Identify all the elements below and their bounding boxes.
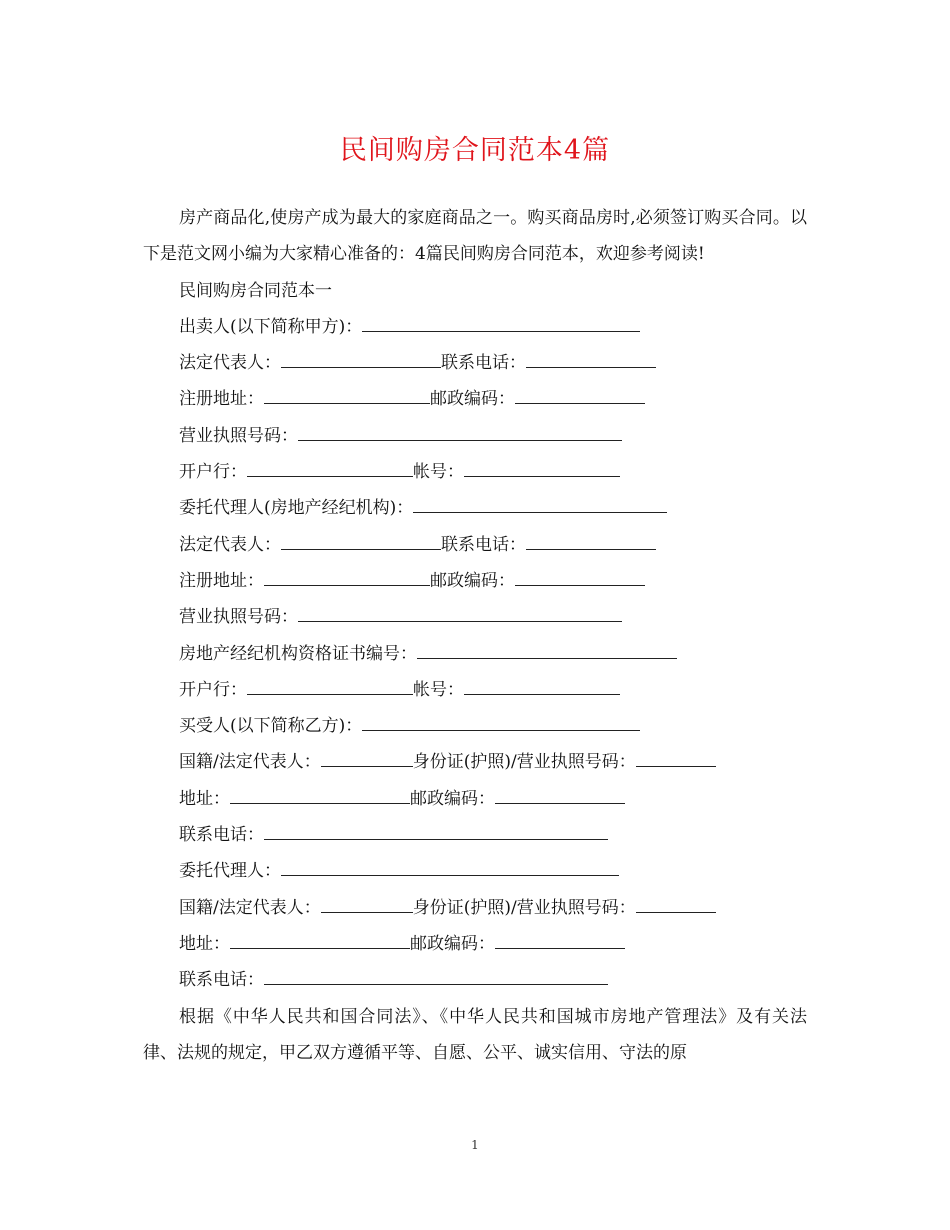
postcode-label: 邮政编码： — [410, 933, 495, 954]
page-number: 1 — [471, 1138, 479, 1152]
buyer-agent-phone-line — [143, 962, 807, 998]
postcode-label: 邮政编码： — [430, 389, 515, 410]
entrusted-agent-label: 委托代理人： — [179, 861, 281, 882]
agent-label: 委托代理人(房地产经纪机构)： — [179, 498, 414, 519]
buyer-label: 买受人(以下简称乙方)： — [179, 716, 363, 737]
nationality-rep-label: 国籍/法定代表人： — [179, 897, 321, 918]
postcode-blank[interactable] — [515, 387, 645, 404]
phone-blank[interactable] — [526, 351, 656, 368]
postcode-label: 邮政编码： — [430, 570, 515, 591]
bank-label: 开户行： — [179, 462, 247, 483]
postcode-blank[interactable] — [495, 932, 625, 949]
agency-cert-label: 房地产经纪机构资格证书编号： — [179, 643, 417, 664]
business-license-label: 营业执照号码： — [179, 607, 298, 628]
reg-address-label: 注册地址： — [179, 570, 264, 591]
intro-paragraph: 房产商品化,使房产成为最大的家庭商品之一。购买商品房时,必须签订购买合同。以下是范文网小编为大家精心准备的：4篇民间购房合同范本，欢迎参考阅读! — [143, 208, 807, 265]
reg-address-blank[interactable] — [264, 569, 430, 586]
phone-blank[interactable] — [526, 533, 656, 550]
account-label: 帐号： — [413, 462, 464, 483]
buyer-line — [143, 708, 807, 744]
phone-label: 联系电话： — [441, 353, 526, 374]
agency-cert-line — [143, 636, 807, 672]
phone-blank[interactable] — [264, 823, 608, 840]
section-heading: 民间购房合同范本一 — [179, 280, 332, 301]
address-label: 地址： — [179, 788, 230, 809]
id-number-blank[interactable] — [636, 750, 716, 767]
seller-license-line — [143, 418, 807, 454]
seller-line — [143, 309, 807, 345]
buyer-address-line — [143, 781, 807, 817]
address-label: 地址： — [179, 933, 230, 954]
account-blank[interactable] — [464, 678, 620, 695]
bank-label: 开户行： — [179, 679, 247, 700]
seller-blank[interactable] — [362, 315, 640, 332]
buyer-id-line — [143, 744, 807, 780]
reg-address-label: 注册地址： — [179, 389, 264, 410]
bank-blank[interactable] — [247, 678, 413, 695]
business-license-blank[interactable] — [298, 424, 622, 441]
buyer-agent-address-line — [143, 926, 807, 962]
agent-line — [143, 490, 807, 526]
postcode-blank[interactable] — [495, 787, 625, 804]
phone-label: 联系电话： — [441, 534, 526, 555]
nationality-rep-blank[interactable] — [321, 896, 413, 913]
id-number-label: 身份证(护照)/营业执照号码： — [412, 897, 636, 918]
entrusted-agent-blank[interactable] — [281, 859, 619, 876]
phone-label: 联系电话： — [179, 970, 264, 991]
agent-legal-rep-line — [143, 527, 807, 563]
postcode-label: 邮政编码： — [410, 788, 495, 809]
agency-cert-blank[interactable] — [417, 642, 677, 659]
agent-bank-line — [143, 672, 807, 708]
address-blank[interactable] — [230, 787, 410, 804]
business-license-label: 营业执照号码： — [179, 425, 298, 446]
agent-license-line — [143, 599, 807, 635]
document-title: 民间购房合同范本4篇 — [339, 135, 611, 166]
buyer-agent-id-line — [143, 890, 807, 926]
phone-label: 联系电话： — [179, 825, 264, 846]
buyer-agent-line — [143, 853, 807, 889]
seller-legal-rep-line — [143, 345, 807, 381]
reg-address-blank[interactable] — [264, 387, 430, 404]
agent-blank[interactable] — [413, 496, 667, 513]
nationality-rep-label: 国籍/法定代表人： — [179, 752, 321, 773]
business-license-blank[interactable] — [298, 605, 622, 622]
address-blank[interactable] — [230, 932, 410, 949]
nationality-rep-blank[interactable] — [321, 750, 413, 767]
document-body — [143, 200, 807, 1071]
account-blank[interactable] — [464, 460, 620, 477]
buyer-blank[interactable] — [362, 714, 640, 731]
seller-label: 出卖人(以下简称甲方)： — [179, 316, 363, 337]
bank-blank[interactable] — [247, 460, 413, 477]
seller-address-line — [143, 381, 807, 417]
closing-paragraph: 根据《中华人民共和国合同法》、《中华人民共和国城市房地产管理法》及有关法律、法规的规定，甲乙双方遵循平等、自愿、公平、诚实信用、守法的原 — [143, 1006, 807, 1063]
id-number-blank[interactable] — [636, 896, 716, 913]
account-label: 帐号： — [413, 679, 464, 700]
legal-rep-blank[interactable] — [281, 533, 441, 550]
seller-bank-line — [143, 454, 807, 490]
agent-address-line — [143, 563, 807, 599]
buyer-phone-line — [143, 817, 807, 853]
id-number-label: 身份证(护照)/营业执照号码： — [412, 752, 636, 773]
phone-blank[interactable] — [264, 968, 608, 985]
legal-rep-label: 法定代表人： — [179, 534, 281, 555]
legal-rep-label: 法定代表人： — [179, 353, 281, 374]
postcode-blank[interactable] — [515, 569, 645, 586]
legal-rep-blank[interactable] — [281, 351, 441, 368]
